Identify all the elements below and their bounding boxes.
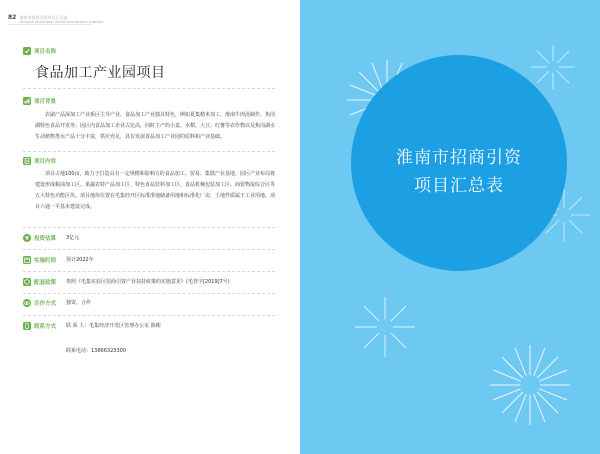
firework-decoration: [485, 340, 575, 430]
policy-icon: [23, 278, 31, 286]
schedule-label: 实施时间: [34, 258, 57, 264]
header-line1: 淮南市招商引资项目汇总表: [19, 15, 68, 20]
policy-label: 配套政策: [34, 280, 57, 286]
coin-icon: [23, 234, 31, 242]
section-label-content: [23, 157, 56, 165]
chart-icon: [23, 97, 31, 105]
cooperation-value: 独资、合作: [66, 300, 92, 306]
section-label-name: [23, 47, 56, 55]
contact-value: 联 系 人：毛集经济开发区管理办公室 陈彬: [66, 323, 161, 329]
row-label-policy: [23, 278, 56, 286]
divider: [23, 293, 275, 294]
schedule-value: 预计2022年: [66, 257, 94, 263]
divider: [23, 227, 275, 228]
cover-title-line1: 淮南市招商引资: [396, 148, 522, 168]
firework-decoration: [528, 42, 578, 92]
section-label-background: [23, 97, 56, 105]
cover-title-line2: 项目汇总表: [414, 176, 504, 196]
svg-text:¥: ¥: [25, 236, 29, 242]
divider: [23, 151, 275, 152]
firework-decoration: [350, 292, 420, 362]
divider: [23, 249, 275, 250]
calendar-icon: [23, 256, 31, 264]
page-number: 82: [8, 14, 17, 21]
investment-label: 投资估算: [34, 236, 57, 242]
right-page: [300, 0, 600, 454]
document-icon: [23, 157, 31, 165]
row-label-investment: [23, 234, 56, 242]
name-label: 项目名称: [34, 49, 57, 55]
phone-icon: [23, 322, 31, 330]
cooperation-label: 合作方式: [34, 301, 57, 307]
content-text: 项目占地100亩，致力于打造具有一定规模和影响力的食品加工、贸易、集散产业基地。园区产业布局将建设形成粮油加工区、果蔬农特产品加工区、特色食品饮料加工区、食品机械包装加工区、商贸物流综合区等五大特色功能区块。项目地块位置在毛集经开区标准准地储备用地和标准化厂房，土地性质属于工业用地，项目六通一平基本建设完成。: [35, 171, 276, 210]
divider: [23, 315, 275, 316]
bullet-icon: [23, 47, 31, 55]
policy-value: 参照《毛集实验区招商引资产业扶持政策的实施意见》(毛管字[2019]7号): [66, 279, 230, 285]
investment-value: 3亿元: [66, 235, 80, 241]
header-rule: [8, 24, 92, 25]
row-label-contact: [23, 322, 56, 330]
divider: [23, 271, 275, 272]
row-label-schedule: [23, 256, 56, 264]
header-line2: HUAINAN INVESTMENT PROMOTION PROJECT SUMMARY: [20, 20, 104, 24]
content-label: 项目内容: [34, 159, 57, 165]
background-text: 农副产品深加工产业系区主导产业，食品加工产业独具特色，例如夏集精米加工、淮南牛肉汤制作、焦岗湖特色食品开发等；园区内食品加工企业占比高，同时主产的小麦、水稻、大豆、红薯等农作物以及焦岗湖水生动植物类水产品十分丰富，供应充足，具有发展食品加工产业园的原料和产业基础。: [35, 112, 276, 140]
contact-phone: 联系电话：13866323300: [66, 348, 126, 354]
handshake-icon: [23, 299, 31, 307]
divider: [23, 88, 275, 89]
project-title: 食品加工产业园项目: [35, 65, 166, 81]
background-label: 项目背景: [34, 99, 57, 105]
contact-label: 联系方式: [34, 324, 57, 330]
row-label-cooperation: [23, 299, 56, 307]
